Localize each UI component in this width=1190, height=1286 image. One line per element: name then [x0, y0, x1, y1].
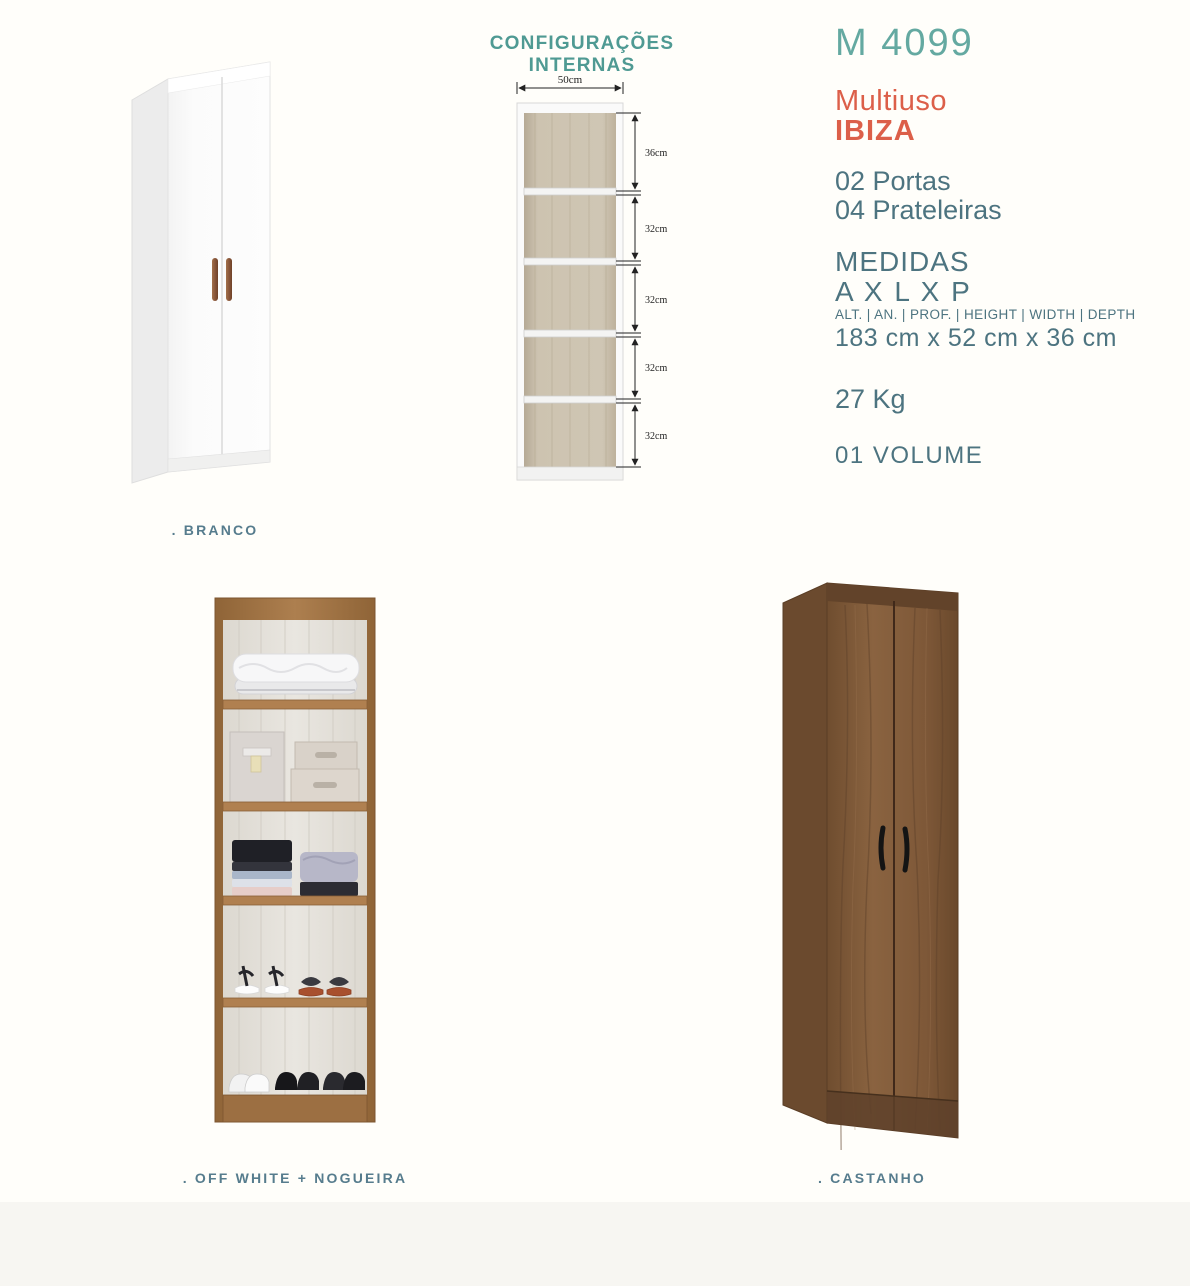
variant-label-branco: . BRANCO [171, 522, 259, 538]
product-name: IBIZA [835, 115, 916, 147]
brown-cabinet-left-handle [881, 828, 883, 868]
brown-cabinet-right-handle [905, 829, 907, 870]
svg-text:32cm: 32cm [645, 295, 668, 306]
feature-shelves: 04 Prateleiras [835, 195, 1002, 225]
svg-text:32cm: 32cm [645, 224, 668, 235]
product-features [835, 167, 1002, 225]
storage-boxes [230, 732, 359, 802]
dimensions-value: 183 cm x 52 cm x 36 cm [835, 324, 1117, 352]
product-volume: 01 VOLUME [835, 442, 984, 469]
white-cabinet-image [125, 55, 285, 495]
dimensions-axes: A X L X P [835, 276, 972, 307]
variant-label-offwhite-nogueira: . OFF WHITE + NOGUEIRA [182, 1170, 408, 1186]
svg-text:36cm: 36cm [645, 148, 668, 159]
white-cabinet-left-handle [212, 258, 218, 301]
svg-text:32cm: 32cm [645, 431, 668, 442]
diagram-cabinet-base [517, 467, 623, 480]
product-model: M 4099 [835, 22, 974, 64]
internal-configuration-diagram [440, 70, 720, 490]
open-cabinet-plinth [223, 1095, 367, 1122]
feature-doors: 02 Portas [835, 166, 951, 196]
diagram-title: CONFIGURAÇÕES INTERNAS [489, 33, 675, 76]
white-cabinet-front [168, 62, 270, 472]
section-dimension-labels [645, 148, 667, 442]
shelf-3 [223, 896, 367, 905]
brown-cabinet-side-panel [783, 583, 827, 1123]
svg-text:32cm: 32cm [645, 363, 668, 374]
footer-band [0, 1202, 1190, 1286]
variant-label-castanho: . CASTANHO [817, 1170, 927, 1186]
open-cabinet-image [205, 590, 390, 1130]
product-weight: 27 Kg [835, 384, 906, 414]
shelf-2 [223, 802, 367, 811]
shelf-1 [223, 700, 367, 709]
product-line: Multiuso [835, 85, 947, 117]
pillow-stack [233, 654, 359, 694]
dimensions-legend: ALT. | AN. | PROF. | HEIGHT | WIDTH | DEPTH [835, 307, 1136, 322]
width-dimension-label: 50cm [557, 74, 583, 86]
brown-cabinet-image [775, 570, 970, 1150]
dimensions-title: MEDIDAS [835, 246, 970, 277]
shelf-4 [223, 998, 367, 1007]
white-cabinet-right-handle [226, 258, 232, 301]
white-cabinet-side-panel [132, 79, 168, 483]
